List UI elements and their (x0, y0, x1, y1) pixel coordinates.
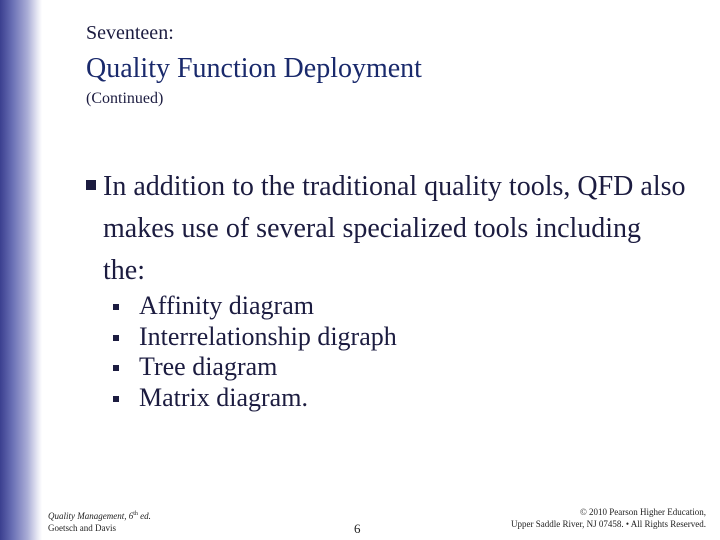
footer-authors: Goetsch and Davis (48, 523, 116, 533)
sub-bullet-item (113, 291, 397, 322)
footer-book-info (48, 508, 151, 534)
edition-superscript: th (133, 511, 138, 517)
footer-copyright (511, 506, 706, 530)
edition-suffix: ed. (137, 511, 151, 521)
sub-bullet-text: Interrelationship digraph (139, 321, 397, 351)
main-bullet-text: In addition to the traditional quality tools, QFD also makes use of several specialized tools including the: (103, 171, 686, 286)
left-decorative-band (0, 0, 42, 540)
sub-bullet-item (113, 322, 397, 353)
sub-bullet-item (113, 352, 397, 383)
sub-bullet-text: Tree diagram (139, 352, 278, 381)
slide-title: Quality Function Deployment (86, 53, 422, 84)
footer-book-title (48, 508, 151, 522)
sub-bullet-item (113, 383, 397, 414)
chapter-label: Seventeen: (86, 22, 174, 44)
main-bullet (86, 166, 686, 292)
copyright-line-2: Upper Saddle River, NJ 07458. • All Rights Reserved. (510, 519, 706, 529)
small-square-bullet-icon (113, 365, 119, 371)
sub-bullet-text: Affinity diagram (139, 291, 314, 320)
slide-subtitle: (Continued) (86, 90, 164, 107)
book-title: Quality Management, 6 (48, 511, 134, 521)
page-number: 6 (354, 521, 361, 536)
sub-bullet-list (113, 291, 397, 413)
sub-bullet-text: Matrix diagram. (139, 382, 308, 412)
small-square-bullet-icon (113, 335, 119, 341)
small-square-bullet-icon (113, 304, 119, 310)
copyright-line-1: © 2010 Pearson Higher Education, (579, 507, 706, 517)
small-square-bullet-icon (113, 396, 119, 402)
square-bullet-icon (86, 180, 96, 190)
